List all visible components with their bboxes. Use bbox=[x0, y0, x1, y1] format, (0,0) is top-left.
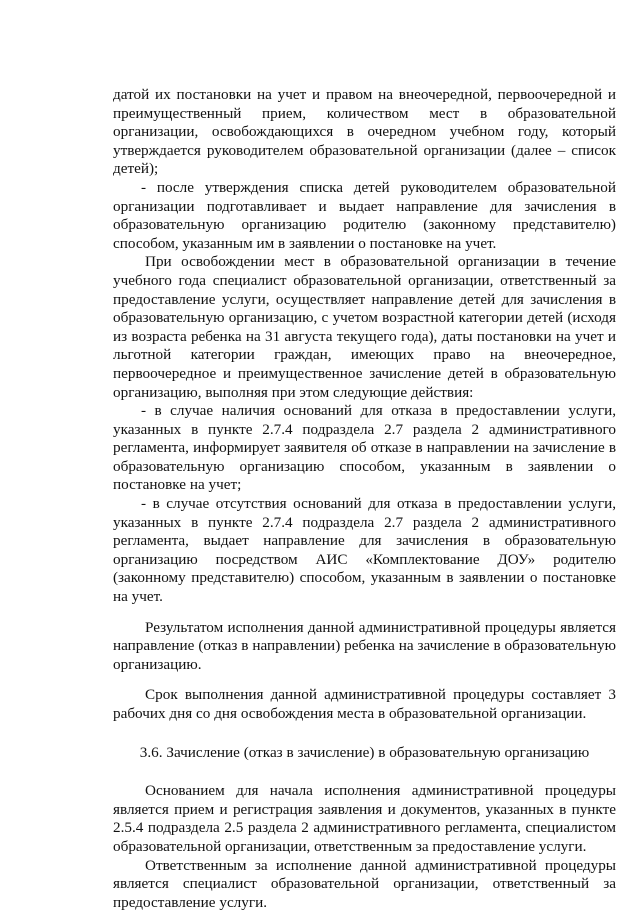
paragraph-basis: Основанием для начала исполнения административной процедуры является прием и регистрация заявления и документов, указанных в пункте 2.5.4 подраздела 2.5 раздела 2 административного регламента, специалистом образовательной организации, ответственным за предоставление услуги. bbox=[113, 782, 616, 855]
paragraph-refusal-case: - в случае наличия оснований для отказа в предоставлении услуги, указанных в пункте 2.7.4 подраздела 2.7 раздела 2 административного регламента, информирует заявителя об отказе в направлении на зачисление в образовательную организацию способом, указанным в заявлении о постановке на учет; bbox=[113, 402, 616, 494]
paragraph-no-refusal-case: - в случае отсутствия оснований для отказа в предоставлении услуги, указанных в пункте 2.7.4 подраздела 2.7 раздела 2 административного регламента, выдает направление для зачисления в образовательную организацию посредством АИС «Комплектование ДОУ» родителю (законному представителю) способом, указанным в заявлении о постановке на учет. bbox=[113, 495, 616, 606]
paragraph-vacancy-procedure: При освобождении мест в образовательной организации в течение учебного года специалист образовательной организации, ответственный за предоставление услуги, осуществляет направление детей для зачисления в образовательную организацию, с учетом возрастной категории детей (исходя из возраста ребенка на 31 августа текущего года), даты постановки на учет и льготной категории граждан, имеющих право на внеочередное, первоочередное и преимущественное зачисление детей в образовательную организацию, выполняя при этом следующие действия: bbox=[113, 253, 616, 401]
section-heading: 3.6. Зачисление (отказ в зачисление) в образовательную организацию bbox=[139, 743, 590, 761]
paragraph-responsible: Ответственным за исполнение данной административной процедуры является специалист образовательной организации, ответственный за предоставление услуги. bbox=[113, 856, 616, 911]
paragraph-result: Результатом исполнения данной административной процедуры является направление (отказ в направлении) ребенка на зачисление в образовательную организацию. bbox=[113, 618, 616, 673]
paragraph-list-item: - после утверждения списка детей руководителем образовательной организации подготавливает и выдает направление для зачисления в образовательную организацию родителю (законному представителю) способом, указанным им в заявлении о постановке на учет. bbox=[113, 178, 616, 252]
paragraph-deadline: Срок выполнения данной административной процедуры составляет 3 рабочих дня со дня освобождения места в образовательной организации. bbox=[113, 686, 616, 722]
paragraph-continuation: датой их постановки на учет и правом на внеочередной, первоочередной и преимущественный прием, количеством мест в образовательной организации, освобождающихся в очередном учебном году, который утверждается руководителем образовательной организации (далее – список детей); bbox=[113, 86, 616, 178]
